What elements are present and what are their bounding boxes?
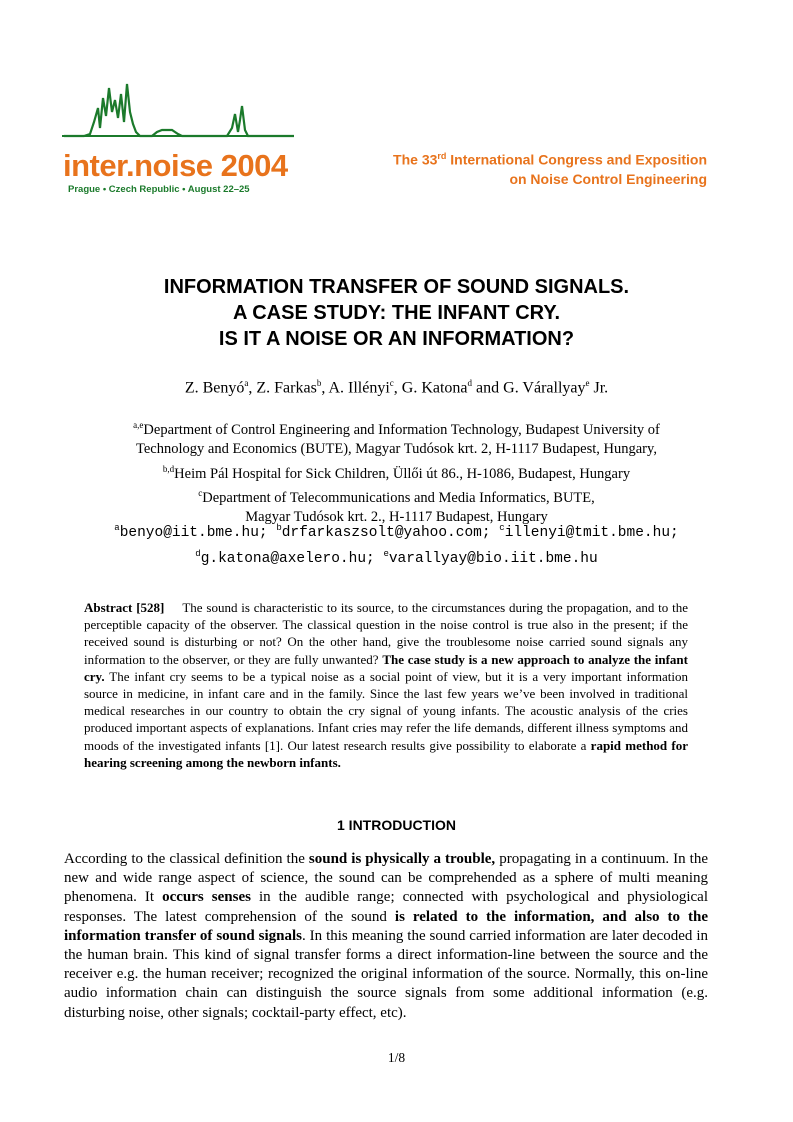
email-link[interactable]: illenyi@tmit.bme.hu; bbox=[504, 524, 679, 541]
author-name: Z. Farkas bbox=[256, 379, 317, 397]
email-line-2: $^d$g.katona@axelero.hu; $^e$varallyay@bio.iit.bme.hu bbox=[195, 548, 598, 567]
author-name: A. Illényi bbox=[328, 379, 390, 397]
email-list bbox=[20, 518, 773, 570]
author-sep: Jr. bbox=[589, 379, 609, 397]
author-sep: and bbox=[472, 379, 504, 397]
affiliation-line: Technology and Economics (BUTE), Magyar Tudósok krt. 2, H-1117 Budapest, Hungary, bbox=[136, 441, 657, 458]
abstract-bold: The case study is a new approach to analyze the infant cry. bbox=[84, 651, 688, 684]
author-name: Z. Benyó bbox=[184, 379, 245, 397]
intro-paragraph: According to the classical definition the sound is physically a trouble, propagating in a continuum. In the new and wide range aspect of science, the sound can be comprehended as a sphere of multi meaning phenomena. It occurs senses in the audible range; connected with psychological and physiological responses. The latest comprehension of the sound is related to the information, and also to the information transfer of sound signals. In this meaning the sound carried information are later decoded in the human brain. This kind of signal transfer forms a direct information-line between the source and the receiver e.g. the human receiver; recognized the original information of the source. Normally, this on-line audio information chain can distinguish the source signals from some additional information (e.g. disturbing noise, other signals; cocktail-party effect, etc). bbox=[64, 851, 709, 1021]
email-link[interactable]: benyo@iit.bme.hu; bbox=[119, 524, 277, 541]
abstract-bold: rapid method for hearing screening among the newborn infants. bbox=[84, 737, 688, 770]
email-link[interactable]: drfarkaszsolt@yahoo.com; bbox=[281, 524, 500, 541]
author-sep: , bbox=[321, 379, 329, 397]
abstract bbox=[84, 599, 688, 771]
author-name: G. Várallyay bbox=[503, 379, 586, 397]
author-sup: e bbox=[585, 378, 590, 388]
author-sep: , bbox=[248, 379, 257, 397]
section-heading: 1 INTRODUCTION bbox=[337, 817, 456, 833]
affiliations bbox=[70, 416, 723, 528]
paper-title bbox=[0, 274, 793, 352]
congress-header bbox=[393, 147, 707, 189]
abstract-text: The sound is characteristic to its source, to the circumstances during the propagation, and to the perceptible capacity of the observer. The classical question in the noise control is true also in the present; if the received sound is disturbing or not? On the other hand, give the troublesome noise carried sound signals any information to the observer, or they are fully unwanted? bbox=[84, 600, 688, 667]
author-sup: a bbox=[244, 378, 249, 388]
title-line-3: IS IT A NOISE OR AN INFORMATION? bbox=[218, 328, 575, 350]
conference-logo bbox=[62, 78, 294, 198]
author-sup: b bbox=[316, 378, 322, 388]
logo-subtitle: Prague • Czech Republic • August 22–25 bbox=[68, 184, 250, 195]
page-number: 1/8 bbox=[387, 1050, 406, 1065]
author-sup: c bbox=[389, 378, 394, 388]
affiliation-line: $^{b,d}$Heim Pál Hospital for Sick Children, Üllői út 86., H-1086, Budapest, Hungary bbox=[162, 463, 631, 482]
congress-ordinal-sup: rd bbox=[437, 151, 447, 161]
email-line-1: $^a$benyo@iit.bme.hu; $^b$drfarkaszsolt@yahoo.com; $^c$illenyi@tmit.bme.hu; bbox=[114, 523, 679, 541]
title-line-2: A CASE STUDY: THE INFANT CRY. bbox=[232, 302, 561, 324]
congress-line1-post: International Congress and Exposition bbox=[446, 151, 707, 168]
congress-line1-pre: The 33 bbox=[393, 151, 438, 168]
abstract-text: The infant cry seems to be a typical noise as a social point of view, but it is a very important information source in medicine, in infant care and in the family. Since the last few years we’ve been involved in traditional medical researches in our country to obtain the cry signal of young infants. The acoustic analysis of the cries produced important aspects of explanations. Infant cries may refer the life demands, different illness symptoms and moods of the investigated infants [1]. Our latest research results give possibility to elaborate a bbox=[84, 668, 688, 753]
logo-wordmark: inter.noise 2004 bbox=[63, 148, 288, 183]
affiliation-line: Magyar Tudósok krt. 2., H-1117 Budapest, Hungary bbox=[245, 509, 548, 526]
affiliation-line: $^{a,e}$Department of Control Engineering and Information Technology, Budapest University of bbox=[133, 420, 660, 438]
email-link[interactable]: varallyay@bio.iit.bme.hu bbox=[388, 550, 598, 567]
waveform-graphic bbox=[62, 78, 294, 158]
congress-line2: on Noise Control Engineering bbox=[509, 170, 707, 187]
author-sep: , bbox=[393, 379, 402, 397]
author-name: G. Katona bbox=[401, 379, 468, 397]
email-link[interactable]: g.katona@axelero.hu; bbox=[200, 550, 384, 567]
abstract-label: Abstract [528] bbox=[84, 600, 165, 615]
affiliation-line: $^c$Department of Telecommunications and Media Informatics, BUTE, bbox=[198, 488, 595, 506]
author-sup: d bbox=[467, 378, 473, 388]
title-line-1: INFORMATION TRANSFER OF SOUND SIGNALS. bbox=[163, 276, 630, 298]
author-list bbox=[0, 378, 793, 397]
